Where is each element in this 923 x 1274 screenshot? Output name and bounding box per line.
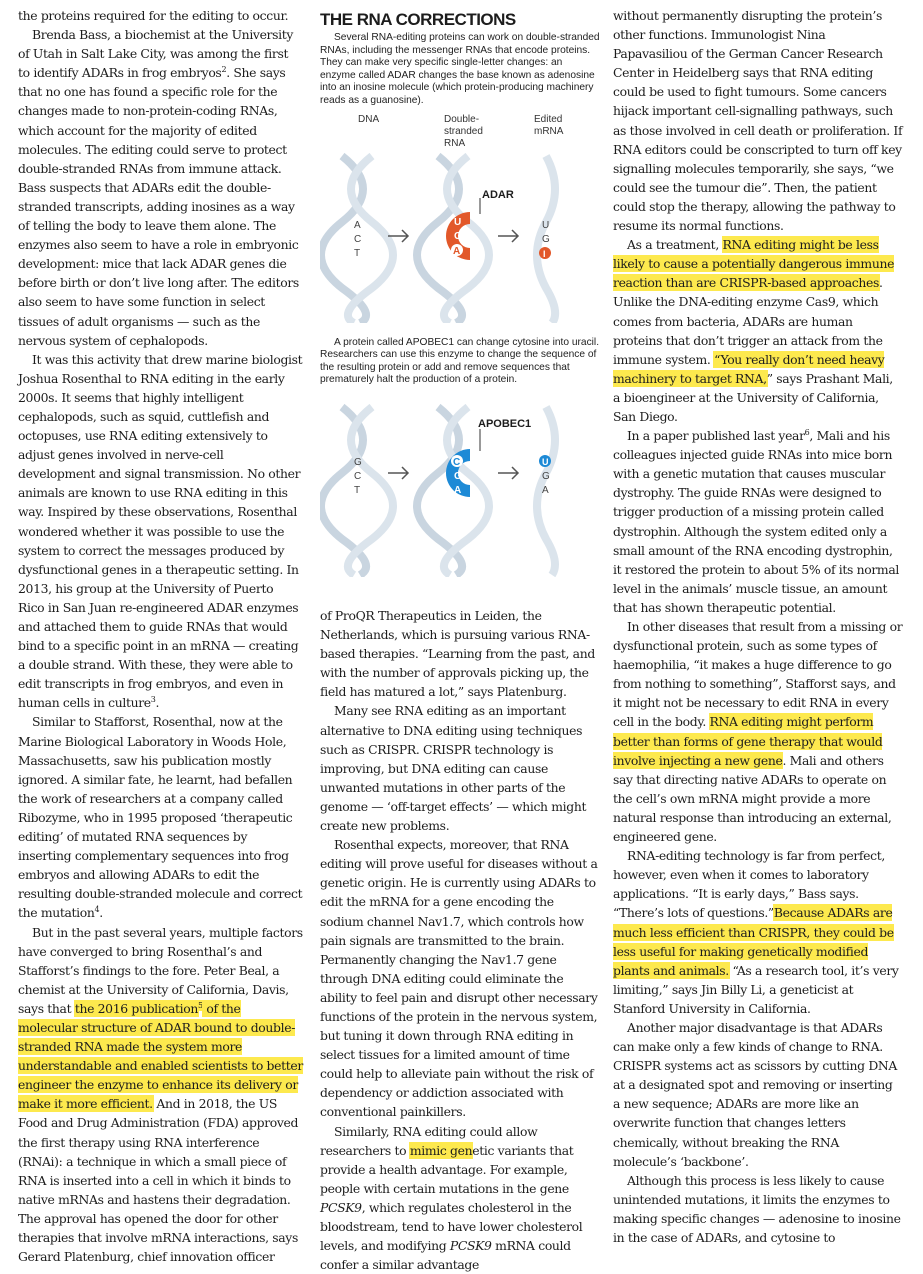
paragraph-text: without permanently disrupting the protein’s other functions. Immunologist Nina Papavasiliou of the German Cancer Research Center in Heidelberg says that RNA editing could be used to fight tumours. Some cancers hijack important cell-signalling pathways, such as those involved in cell death or proliferation. If RNA editors could be conscripted to turn off key signalling molecules temporarily, she says, “we could see the tumour die”. Then, the patient could stop the therapy, allowing the pathway to resume its normal functions.	[613, 8, 903, 234]
paragraph-text: , Mali and his colleagues injected guide RNAs into mice born with a genetic mutation that causes muscular dystrophy. The guide RNAs were designed to trigger production of a missing protein called dystrophin. Although the system edited only a small amount of the RNA encoding dystrophin, it restored the protein to about 5% of its normal level in the animals’ muscle tissue, an amount that has shown therapeutic potential.	[613, 428, 899, 615]
dna-base-1: A	[354, 219, 361, 231]
paragraph-text: of ProQR Therapeutics in Leiden, the Netherlands, which is pursuing various RNA-based therapies. “Learning from the past, and with the number of approvals picking up, the field has matured a lot,” says Platenburg.	[320, 608, 595, 700]
paragraph-text: As a treatment,	[627, 237, 723, 253]
paragraph-text: RNA-editing technology is far from perfect, however, even when it comes to laboratory applications. “It is early days,” Bass says. “There’s lots of questions.”	[613, 848, 885, 921]
paragraph-text: . She says that no one has found a specific role for the changes made to non-protein-coding RNAs, which account for the majority of edited molecules. The editing could serve to protect double-stranded RNAs from immune attack. Bass suspects that ADARs edit the double-stranded transcripts, adding inosines as a way of telling the body to leave them alone. The enzymes also seem to have a role in embryonic development: mice that lack ADAR genes die before birth or don’t live long after. The editors also seem to have some function in select tissues of adult organisms — such as the nervous system of cephalopods.	[18, 65, 299, 348]
reference-number: 6	[804, 427, 810, 437]
paragraph	[613, 1171, 903, 1247]
paragraph-text: “As a research tool, it’s very limiting,” says Jin Billy Li, a geneticist at Stanford University in California.	[613, 962, 899, 1016]
paragraph	[613, 1018, 903, 1171]
paragraph	[18, 6, 303, 25]
arrow-2	[498, 230, 518, 242]
graphic-title: THE RNA CORRECTIONS	[320, 10, 516, 29]
paragraph-text: . Mali and others say that directing native ADARs to operate on the cell’s own mRNA might provide a more natural response than introducing an external, engineered gene.	[613, 752, 892, 845]
paragraph-text: ” says Prashant Mali, a bioengineer at the University of California, San Diego.	[613, 370, 893, 424]
highlighted-text: RNA editing might perform better than forms of gene therapy that would involve injecting a new gene	[613, 714, 883, 768]
paragraph-text: And in 2018, the US Food and Drug Administration (FDA) approved the first therapy using RNA interference (RNAi): a technique in which a small piece of RNA is inserted into a cell in which it binds to native mRNAs and hastens their degradation. The approval has opened the door for other therapies that involve mRNA interactions, says Gerard Platenburg, chief innovation officer	[18, 1096, 299, 1265]
dna-base-3: T	[354, 484, 361, 496]
highlighted-text: mimic gen	[409, 1142, 473, 1158]
paragraph-text: .	[99, 905, 103, 921]
edited-base-2: G	[542, 470, 550, 482]
paragraph-text: , which regulates cholesterol in the bloodstream, tend to have lower cholesterol levels, and modifying	[320, 1199, 583, 1254]
paragraph-text: In other diseases that result from a missing or dysfunctional protein, such as some types of haemophilia, “it makes a huge difference to go from nothing to something”, Stafforst says, and it might not be necessary to edit RNA in every cell in the body.	[613, 619, 903, 730]
highlighted-text: RNA editing might be less likely to cause a potentially dangerous immune reaction than are CRISPR-based approaches	[613, 237, 895, 291]
edited-base-1: U	[542, 456, 549, 467]
label-edited-2: mRNA	[534, 125, 564, 137]
reference-number: 3	[150, 695, 156, 705]
label-double-stranded-1: Double-	[444, 113, 480, 125]
paragraph-text: Rosenthal expects, moreover, that RNA editing will prove useful for diseases without a genetic origin. He is currently using ADARs to edit the mRNA for a gene encoding the sodium channel Nav1.7, which controls how pain signals are transmitted to the brain. Permanently changing the Nav1.7 gene through DNA editing could eliminate the ability to feel pain and disrupt other necessary functions of the protein in the nervous system, but tuning it down through RNA editing in select tissues for a limited amount of time could help to alleviate pain without the risk of dependency or addiction associated with conventional painkillers.	[320, 837, 598, 1120]
article-column-2	[320, 606, 600, 1274]
edited-base-3: I	[543, 248, 546, 259]
highlighted-text: the 2016 publication	[74, 1000, 198, 1016]
rna-base-2: G	[454, 470, 462, 482]
paragraph-text: mRNA could confer a similar advantage	[320, 1238, 571, 1273]
paragraph-text: But in the past several years, multiple factors have converged to bring Rosenthal’s and Stafforst’s findings to the fore. Peter Beal, a chemist at the University of California, Davis, says that	[18, 924, 303, 1016]
paragraph-text: Another major disadvantage is that ADARs can make only a few kinds of change to RNA. CRISPR systems act as scissors by cutting DNA at a designated spot and removing or inserting a new sequence; ADARs are more like an overwrite function that changes letters chemically, without breaking the RNA molecule’s ‘backbone’.	[613, 1019, 897, 1169]
rna-base-1: U	[454, 216, 462, 228]
paragraph	[613, 235, 903, 426]
rna-corrections-graphic	[320, 10, 600, 577]
paragraph-text: Many see RNA editing as an important alternative to DNA editing using techniques such as CRISPR. CRISPR technology is improving, but DNA editing can cause unwanted mutations in other parts of the genome — ‘off-target effects’ — which might create new problems.	[320, 703, 587, 834]
article-column-3	[613, 6, 903, 1247]
arrow-4	[498, 467, 518, 479]
dna-helix-2	[321, 407, 393, 575]
rna-base-3: A	[453, 245, 461, 257]
paragraph	[18, 25, 303, 350]
label-double-stranded-3: RNA	[444, 137, 466, 149]
apobec-label: APOBEC1	[478, 417, 532, 430]
paragraph	[320, 835, 600, 1121]
reference-number: 2	[221, 65, 227, 75]
edited-base-3: A	[542, 484, 549, 496]
paragraph-text: .	[155, 695, 160, 711]
paragraph-text: Similarly, RNA editing could allow researchers to	[320, 1123, 538, 1158]
label-dna: DNA	[358, 113, 380, 125]
gene-name: PCSK9	[320, 1199, 362, 1215]
article-column-1	[18, 6, 303, 1266]
paragraph	[320, 606, 600, 701]
reference-number: 4	[94, 905, 100, 915]
paragraph-text: It was this activity that drew marine biologist Joshua Rosenthal to RNA editing in the early 2000s. It seems that highly intelligent cephalopods, such as squid, cuttlefish and octopuses, use RNA editing extensively to adjust genes involved in nerve-cell development and signal transmission. No other animals are known to use RNA editing in this way. Inspired by these observations, Rosenthal wondered whether it was possible to use the system to correct the messages produced by dysfunctional genes in a therapeutic setting. In 2013, his group at the University of Puerto Rico in San Juan re-engineered ADAR enzymes and attached them to guide RNAs that would bind to a specific point in an mRNA — creating a double strand. With these, they were able to edit transcripts in frog embryos, and even in human cells in culture	[18, 351, 303, 711]
paragraph-text: etic variants that provide a health advantage. For example, people with certain mutations in the gene	[320, 1142, 574, 1196]
apobec-diagram	[320, 387, 600, 577]
label-edited-1: Edited	[534, 113, 563, 125]
paragraph	[18, 923, 303, 1267]
label-double-stranded-2: stranded	[444, 125, 483, 137]
paragraph	[320, 1122, 600, 1274]
dna-base-3: T	[354, 247, 361, 259]
graphic-caption-apobec: A protein called APOBEC1 can change cytosine into uracil. Researchers can use this enzyme to change the sequence of the resulting protein or add and remove sequences that prematurely halt the production of a protein.	[320, 336, 600, 386]
adar-label: ADAR	[482, 188, 514, 201]
paragraph	[18, 350, 303, 713]
dna-base-2: C	[354, 233, 362, 245]
edited-mrna-strand-2	[537, 407, 555, 575]
rna-base-3: A	[454, 484, 462, 496]
arrow-3	[388, 467, 408, 479]
paragraph	[613, 617, 903, 846]
dna-helix	[321, 156, 393, 323]
edited-base-1: U	[542, 219, 550, 231]
paragraph	[613, 426, 903, 617]
paragraph-text: Brenda Bass, a biochemist at the University of Utah in Salt Lake City, was among the first to identify ADARs in frog embryos	[18, 27, 294, 81]
rna-base-2: G	[454, 230, 462, 242]
reference-number: 5	[198, 1000, 203, 1010]
paragraph-text: the proteins required for the editing to occur.	[18, 8, 289, 23]
highlighted-text: of the molecular structure of ADAR bound to double-stranded RNA made the system more understandable and enabled scientists to better engineer the enzyme to enhance its delivery or make it more efficient.	[18, 1000, 303, 1112]
edited-mrna-strand	[537, 156, 555, 323]
paragraph-text: . Unlike the DNA-editing enzyme Cas9, which comes from bacteria, ADARs are human proteins that don’t trigger an attack from the immune system.	[613, 275, 883, 367]
highlighted-text: “You really don’t need heavy machinery to target RNA,	[613, 351, 885, 386]
paragraph	[18, 712, 303, 922]
rna-base-1: C	[453, 456, 461, 468]
paragraph	[613, 846, 903, 1018]
highlighted-text: Because ADARs are much less efficient than CRISPR, they could be less useful for making genetically modified plants and animals.	[613, 905, 894, 978]
paragraph	[320, 701, 600, 835]
paragraph	[613, 6, 903, 235]
gene-name: PCSK9	[449, 1238, 492, 1254]
dna-base-2: C	[354, 470, 362, 482]
dna-base-1: G	[354, 456, 362, 468]
paragraph-text: Although this process is less likely to cause unintended mutations, it limits the enzymes to making specific changes — adenosine to inosine in the case of ADARs, and cytosine to	[613, 1172, 901, 1245]
edited-base-2: G	[542, 233, 550, 245]
ds-rna-helix-2	[417, 407, 489, 575]
adar-diagram	[320, 108, 600, 323]
paragraph-text: In a paper published last year	[627, 428, 805, 444]
graphic-caption-adar: Several RNA-editing proteins can work on double-stranded RNAs, including the messenger RNAs that encode proteins. They can make very specific single-letter changes: an enzyme called ADAR changes the base known as adenosine into an inosine molecule (which protein-producing machinery reads as a guanosine).	[320, 32, 600, 106]
paragraph-text: Similar to Stafforst, Rosenthal, now at the Marine Biological Laboratory in Woods Hole, Massachusetts, saw his publication mostly ignored. A similar fate, he learnt, had befallen the work of researchers at a company called Ribozyme, who in 1995 proposed ‘therapeutic editing’ of mutated RNA sequences by inserting complementary sequences into frog embryos and allowing ADARs to edit the resulting double-stranded molecule and correct the mutation	[18, 714, 303, 921]
